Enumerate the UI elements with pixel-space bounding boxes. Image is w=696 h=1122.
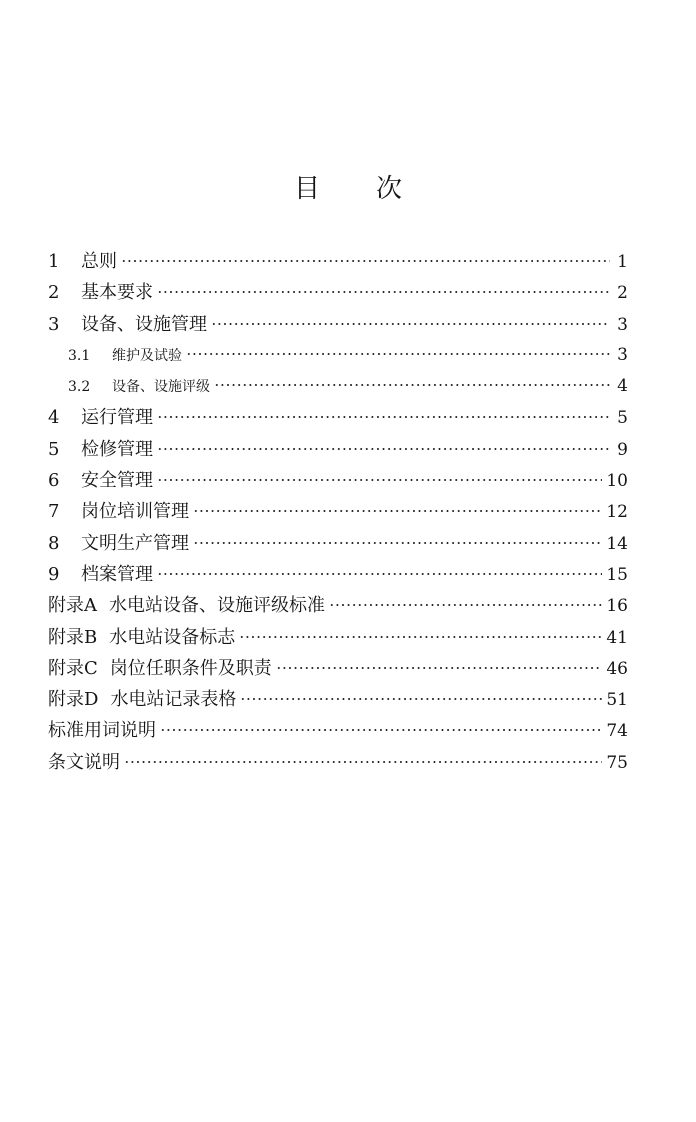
- toc-entry-page: 74: [606, 721, 628, 742]
- toc-entry-page: 75: [606, 752, 628, 773]
- toc-entry-number: 9: [48, 563, 60, 585]
- title-char-right: 次: [376, 174, 403, 204]
- toc-entry-title: 文明生产管理: [81, 532, 189, 554]
- toc-entry-page: 14: [606, 533, 628, 554]
- toc-entry-title: 水电站设备标志: [109, 626, 236, 648]
- dot-leader: [157, 447, 610, 451]
- dot-leader: [160, 728, 602, 732]
- dot-leader: [193, 541, 602, 545]
- toc-entry-page: 12: [606, 502, 628, 523]
- toc-entry[interactable]: [48, 653, 628, 684]
- dot-leader: [157, 572, 602, 576]
- toc-entry-title: 安全管理: [81, 470, 153, 492]
- dot-leader: [186, 352, 610, 356]
- toc-entry-number: 4: [48, 407, 60, 429]
- toc-entry-page: 15: [606, 564, 628, 585]
- toc-entry-number: 7: [48, 501, 60, 523]
- toc-entry-title: 水电站记录表格: [110, 689, 237, 711]
- dot-leader: [157, 478, 602, 482]
- toc-entry[interactable]: [48, 309, 628, 340]
- toc-entry-page: 10: [606, 471, 628, 492]
- toc-entry-page: 5: [617, 408, 628, 429]
- toc-entry-number: 附录C: [48, 657, 98, 679]
- toc-entry-title: 设备、设施管理: [81, 313, 207, 335]
- toc-entry-title: 水电站设备、设施评级标准: [109, 595, 325, 617]
- toc-entry-title: 检修管理: [81, 438, 153, 460]
- toc-entry[interactable]: [48, 496, 628, 527]
- toc-entry[interactable]: [48, 402, 628, 433]
- page-title: [0, 168, 696, 205]
- table-of-contents: [48, 246, 628, 778]
- toc-entry[interactable]: [48, 371, 628, 402]
- toc-entry-page: 3: [617, 344, 628, 365]
- toc-entry-page: 9: [617, 439, 628, 460]
- toc-entry-title: 档案管理: [81, 563, 153, 585]
- dot-leader: [193, 509, 602, 513]
- toc-entry-number: 8: [48, 532, 60, 554]
- dot-leader: [214, 383, 610, 387]
- toc-entry[interactable]: [48, 340, 628, 371]
- toc-entry-number: 6: [48, 470, 60, 492]
- toc-entry[interactable]: [48, 246, 628, 277]
- toc-entry-title: 维护及试验: [112, 347, 182, 364]
- title-char-left: 目: [293, 174, 320, 204]
- toc-entry-number: 3: [48, 313, 60, 335]
- toc-entry[interactable]: [48, 434, 628, 465]
- toc-entry[interactable]: [48, 715, 628, 746]
- toc-entry[interactable]: [48, 465, 628, 496]
- toc-entry-title: 岗位任职条件及职责: [109, 657, 272, 679]
- toc-entry[interactable]: [48, 622, 628, 653]
- toc-entry-number: 附录A: [48, 595, 97, 617]
- toc-entry-page: 2: [617, 283, 628, 304]
- dot-leader: [211, 322, 610, 326]
- toc-entry-number: 附录D: [48, 689, 99, 711]
- toc-entry-title: 基本要求: [81, 282, 153, 304]
- toc-entry[interactable]: [48, 277, 628, 308]
- toc-entry-number: 1: [48, 251, 60, 272]
- toc-entry-page: 16: [606, 596, 628, 617]
- toc-entry-number: 2: [48, 282, 60, 304]
- toc-entry[interactable]: [48, 559, 628, 590]
- toc-entry[interactable]: [48, 590, 628, 621]
- dot-leader: [240, 697, 602, 701]
- dot-leader: [157, 290, 610, 294]
- dot-leader: [329, 603, 602, 607]
- toc-entry[interactable]: [48, 528, 628, 559]
- toc-entry[interactable]: [48, 684, 628, 715]
- dot-leader: [239, 635, 602, 639]
- toc-entry[interactable]: [48, 747, 628, 778]
- toc-entry-number: 5: [48, 438, 60, 460]
- toc-entry-title: 标准用词说明: [48, 720, 156, 742]
- toc-entry-page: 4: [617, 376, 628, 397]
- toc-entry-title: 条文说明: [48, 751, 120, 773]
- dot-leader: [124, 760, 602, 764]
- toc-entry-page: 3: [617, 314, 628, 335]
- toc-entry-page: 46: [606, 658, 628, 679]
- toc-entry-page: 1: [617, 252, 628, 272]
- toc-entry-page: 51: [606, 690, 628, 711]
- toc-entry-title: 运行管理: [81, 407, 153, 429]
- toc-entry-number: 3.2: [68, 379, 91, 396]
- dot-leader: [121, 259, 610, 263]
- toc-entry-number: 3.1: [68, 347, 91, 364]
- toc-entry-title: 总则: [81, 251, 117, 272]
- toc-entry-number: 附录B: [48, 626, 98, 648]
- toc-entry-page: 41: [606, 627, 628, 648]
- dot-leader: [157, 415, 610, 419]
- toc-entry-title: 岗位培训管理: [81, 501, 189, 523]
- dot-leader: [276, 666, 603, 670]
- toc-entry-title: 设备、设施评级: [112, 379, 210, 396]
